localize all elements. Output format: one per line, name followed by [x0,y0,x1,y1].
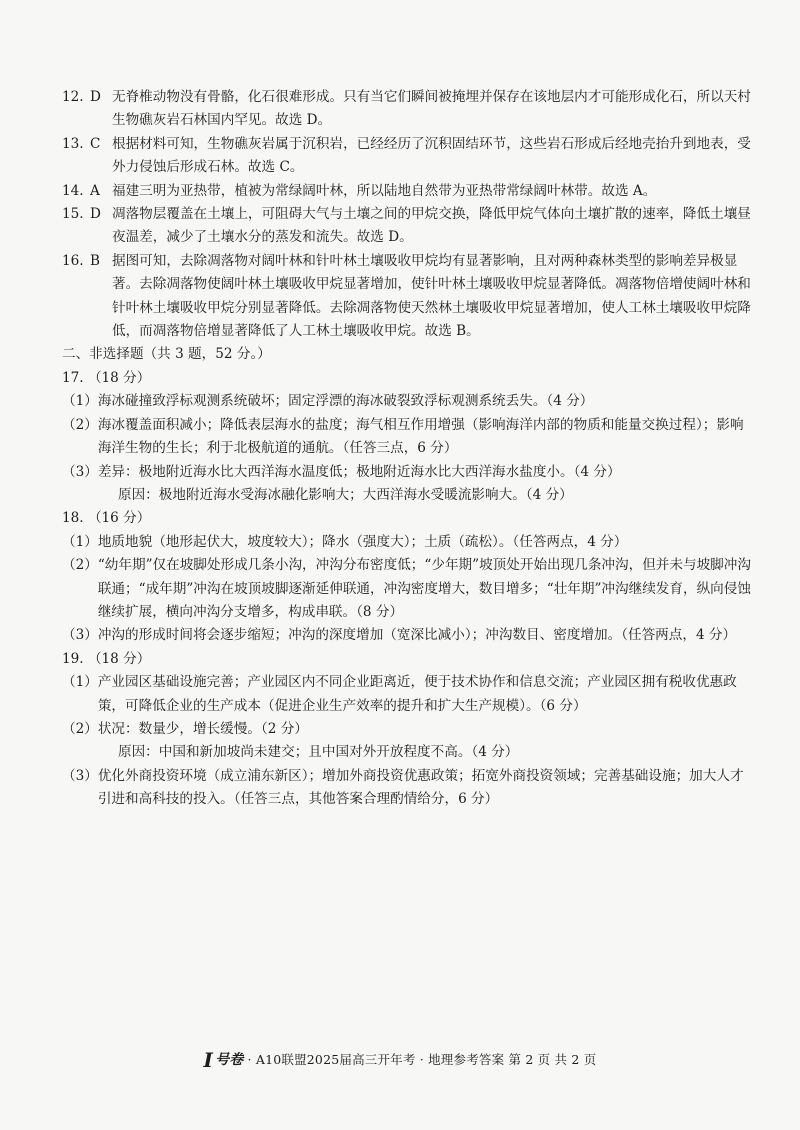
q17-reason: 原因：极地附近海水受海冰融化影响大；大西洋海水受暖流影响大。（4 分） [118,486,573,503]
answer-letter: B [90,252,100,269]
answer-letter: A [90,182,100,199]
question-number: 12. [62,89,84,105]
q19-part-1 [62,671,752,718]
part-label: （1） [62,393,98,410]
brand-logo-mark: I [203,1048,214,1072]
answer-explanation: 无脊椎动物没有骨骼，化石很难形成。只有当它们瞬间被掩埋并保存在该地层内才可能形成化石，所以天村生物礁灰岩石林国内罕见。故选 D。 [112,89,751,129]
question-18-heading: 18. （16 分） [62,510,151,527]
page-footer [0,1048,800,1072]
answer-explanation: 福建三明为亚热带，植被为常绿阔叶林，所以陆地自然带为亚热带常绿阔叶林带。故选 A。 [112,182,657,199]
answer-explanation: 据图可知，去除凋落物对阔叶林和针叶林土壤吸收甲烷均有显著影响，且对两种森林类型的影响差异极显著。去除凋落物使阔叶林土壤吸收甲烷显著增加，使针叶林土壤吸收甲烷显著降低。凋落物倍增使阔叶林和针叶林土壤吸收甲烷分别显著降低。去除凋落物使天然林土壤吸收甲烷显著增加，使人工林土壤吸收甲烷降低，而凋落物倍增显著降低了人工林土壤吸收甲烷。故选 B。 [112,252,751,340]
part-answer: 海冰碰撞致浮标观测系统破坏；固定浮漂的海冰破裂致浮标观测系统丢失。（4 分） [97,393,594,410]
q18-part-1 [62,531,752,554]
footer-text: · A10联盟2025届高三开年考 · 地理参考答案 第 2 页 共 2 页 [247,1052,597,1067]
part-label: （1） [62,674,98,691]
q17-part-3 [62,461,752,484]
part-label: （3） [62,463,98,480]
question-number: 14. [62,182,84,199]
answer-item-14 [62,180,752,203]
part-label: （2） [62,557,98,574]
part-answer: 冲沟的形成时间将会逐步缩短；冲沟的深度增加（宽深比减小）；冲沟数目、密度增加。（任答两点，4 分） [97,627,737,644]
answer-letter: D [90,89,101,105]
answer-letter: D [90,206,101,223]
q17-part-2 [62,414,752,461]
part-answer: 产业园区基础设施完善；产业园区内不同企业距离近，便于技术协作和信息交流；产业园区拥有税收优惠政策，可降低企业的生产成本（促进企业生产效率的提升和扩大生产规模）。（6 分） [97,674,737,714]
question-19-heading: 19. （18 分） [62,650,151,667]
answer-item-16 [62,250,752,344]
part-label: （2） [62,416,98,433]
part-label: （3） [62,627,98,644]
answer-sheet [62,86,752,812]
q18-part-2 [62,554,752,624]
part-answer: 状况：数量少，增长缓慢。（2 分） [97,720,308,737]
answer-item-12 [62,86,752,133]
question-number: 15. [62,206,84,223]
section-heading: 二、非选择题（共 3 题，52 分。） [62,346,271,363]
question-number: 16. [62,252,84,269]
part-label: （1） [62,533,98,550]
q19-part-2 [62,718,752,741]
answer-explanation: 凋落物层覆盖在土壤上，可阻碍大气与土壤之间的甲烷交换，降低甲烷气体向土壤扩散的速率，降低土壤昼夜温差，减少了土壤水分的蒸发和流失。故选 D。 [112,206,751,246]
part-answer: “幼年期”仅在坡脚处形成几条小沟，冲沟分布密度低；“少年期”坡顶处开始出现几条冲沟，但并未与坡脚冲沟联通；“成年期”冲沟在坡顶坡脚逐渐延伸联通，冲沟密度增大，数目增多；“壮年期”冲沟继续发育，纵向侵蚀继续扩展，横向冲沟分支增多，构成串联。（8 分） [97,557,751,620]
answer-letter: C [90,135,101,152]
brand-logo-word: 号卷 [215,1052,244,1068]
part-label: （3） [62,767,98,784]
question-17-heading: 17. （18 分） [62,369,151,386]
q19-reason: 原因：中国和新加坡尚未建交；且中国对外开放程度不高。（4 分） [118,744,519,761]
part-answer: 海冰覆盖面积减小；降低表层海水的盐度；海气相互作用增强（影响海洋内部的物质和能量交换过程）；影响海洋生物的生长；利于北极航道的通航。（任答三点，6 分） [97,416,744,457]
part-label: （2） [62,720,98,737]
answer-explanation: 根据材料可知，生物礁灰岩属于沉积岩，已经经历了沉积固结环节，这些岩石形成后经地壳抬升到地表，受外力侵蚀后形成石林。故选 C。 [112,135,751,176]
answer-item-15 [62,203,752,250]
q19-part-3 [62,765,752,812]
question-number: 13. [62,135,84,152]
q17-part-1 [62,390,752,413]
answer-item-13 [62,133,752,180]
part-answer: 差异：极地附近海水比大西洋海水温度低；极地附近海水比大西洋海水盐度小。（4 分） [97,463,621,480]
part-answer: 优化外商投资环境（成立浦东新区）；增加外商投资优惠政策；拓宽外商投资领域；完善基础设施；加大人才引进和高科技的投入。（任答三点，其他答案合理酌情给分，6 分） [97,767,744,808]
part-answer: 地质地貌（地形起伏大，坡度较大）；降水（强度大）；土质（疏松）。（任答两点，4 分） [97,533,628,550]
q18-part-3 [62,624,752,647]
